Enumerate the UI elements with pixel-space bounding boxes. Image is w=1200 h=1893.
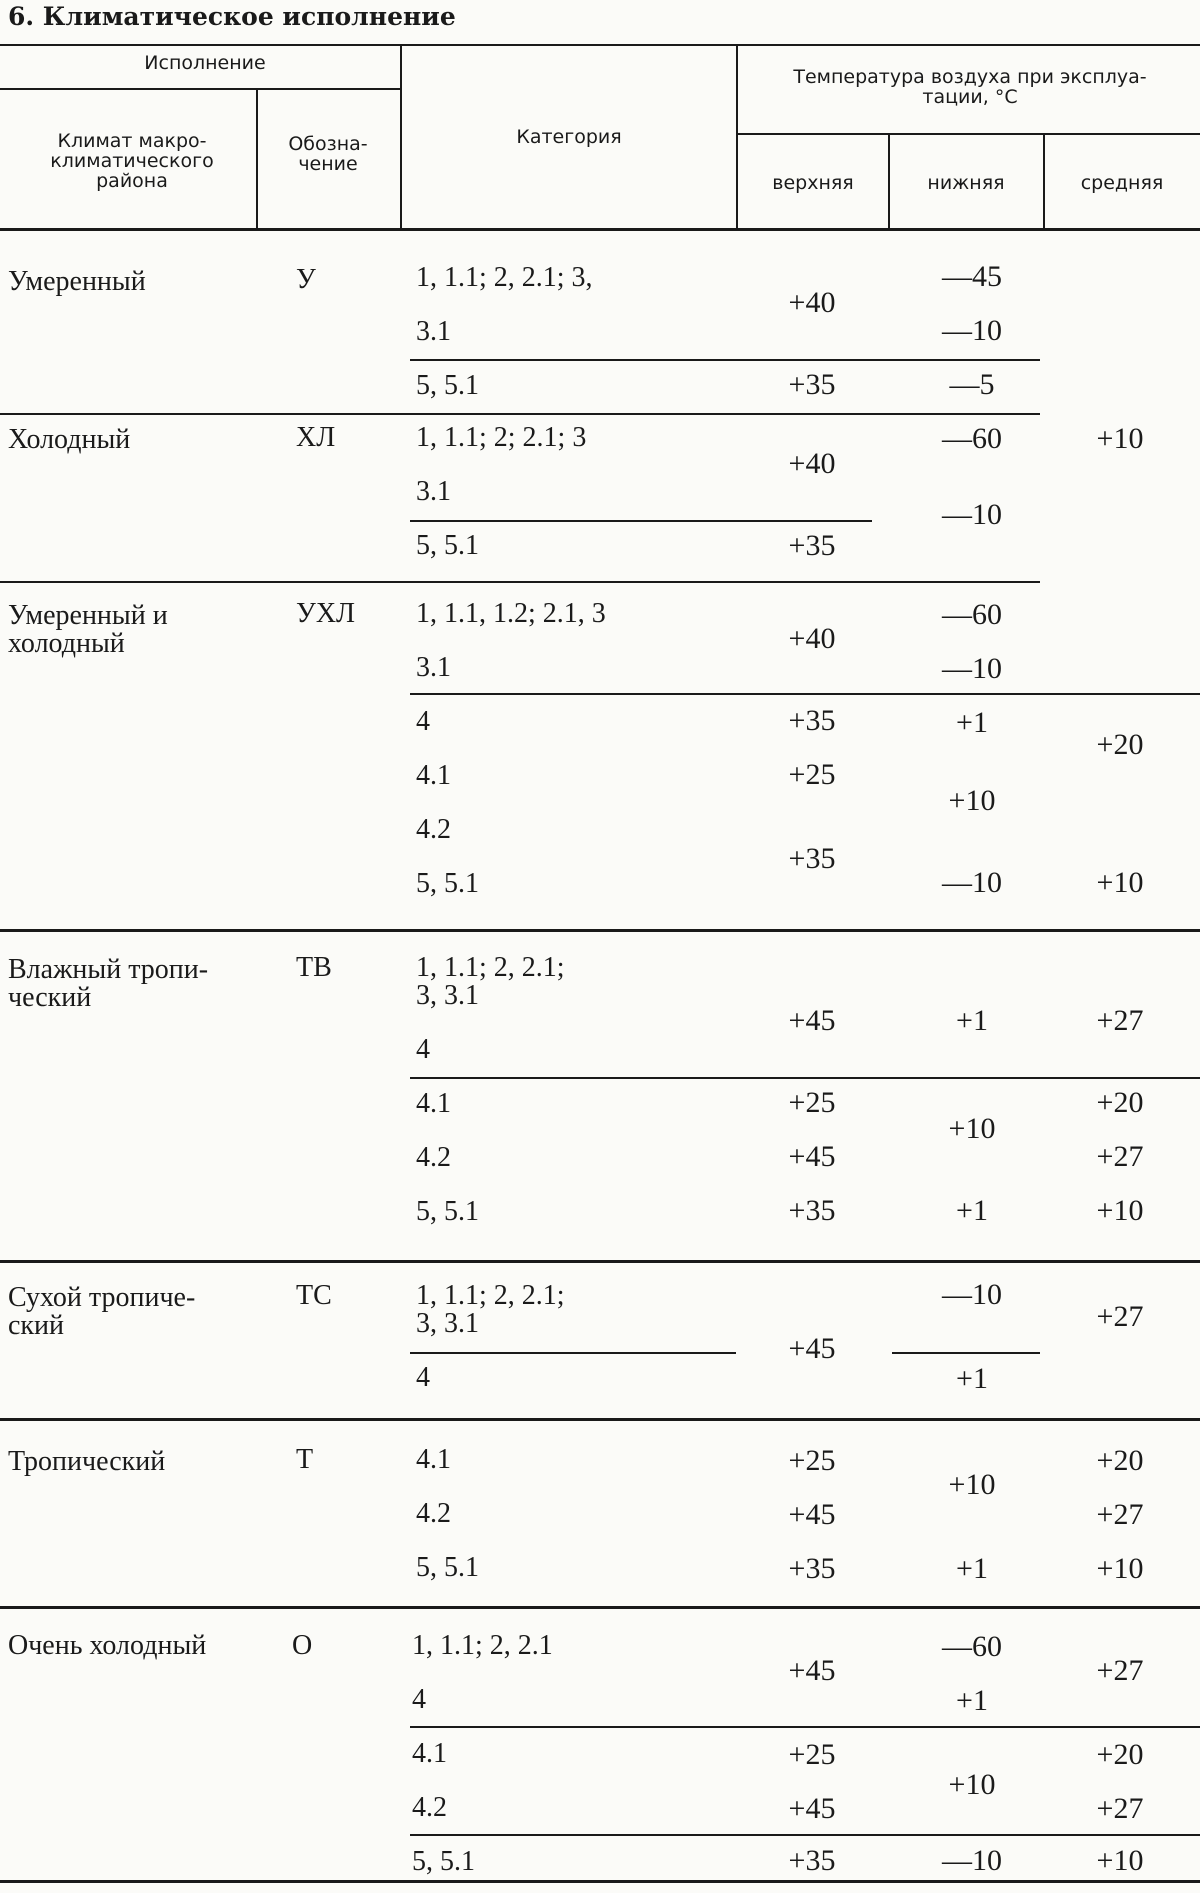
lower-temp: —5 xyxy=(949,368,995,401)
page-title: 6. Климатическое исполнение xyxy=(8,2,456,31)
upper-temp: +25 xyxy=(788,1086,836,1119)
lower-temp: —45 xyxy=(942,260,1002,293)
designation-code: У xyxy=(296,264,316,295)
lower-temp: —10 xyxy=(942,866,1002,899)
average-temp: +27 xyxy=(1096,1300,1144,1333)
category-cell: 5, 5.1 xyxy=(416,530,479,561)
lower-temp: —10 xyxy=(942,498,1002,531)
upper-temp: +35 xyxy=(788,842,836,875)
lower-temp: —10 xyxy=(942,1278,1002,1311)
header-execution-rule xyxy=(0,88,400,90)
category-cell: 1, 1.1; 2, 2.1 xyxy=(412,1630,553,1661)
lower-temp: +1 xyxy=(956,1552,988,1585)
average-temp: +10 xyxy=(1096,1194,1144,1227)
category-cell: 4.1 xyxy=(416,1444,451,1475)
rule xyxy=(410,520,872,522)
header-divider-climate xyxy=(256,90,258,228)
category-cell: 5, 5.1 xyxy=(416,370,479,401)
header-lower: нижняя xyxy=(927,172,1005,194)
climate-name: Умеренный и холодный xyxy=(8,600,168,659)
group-separator xyxy=(0,929,1200,932)
climate-name: Очень холодный xyxy=(8,1630,207,1661)
climate-name: Сухой тропиче- ский xyxy=(8,1282,196,1341)
category-cell: 5, 5.1 xyxy=(412,1846,475,1877)
designation-code: УХЛ xyxy=(296,598,356,629)
upper-temp: +45 xyxy=(788,1498,836,1531)
header-execution: Исполнение xyxy=(144,52,266,74)
header-temperature-rule xyxy=(738,133,1200,135)
category-cell: 4 xyxy=(416,706,430,737)
average-temp: +10 xyxy=(1096,1844,1144,1877)
group-separator xyxy=(0,581,1040,583)
rule xyxy=(892,1352,1040,1354)
average-temp: +27 xyxy=(1096,1792,1144,1825)
category-cell: 1, 1.1; 2; 2.1; 3 xyxy=(416,422,587,453)
header-divider-lower xyxy=(1043,135,1045,228)
lower-temp: +10 xyxy=(948,1468,996,1501)
table-bottom-rule xyxy=(0,1880,1200,1883)
climate-name: Тропический xyxy=(8,1446,166,1477)
category-cell: 4.2 xyxy=(416,814,451,845)
category-cell: 3.1 xyxy=(416,316,451,347)
average-temp: +27 xyxy=(1096,1654,1144,1687)
category-cell: 5, 5.1 xyxy=(416,1552,479,1583)
average-temp: +27 xyxy=(1096,1498,1144,1531)
category-cell: 1, 1.1; 2, 2.1; 3, 3.1 xyxy=(416,952,565,1011)
rule xyxy=(410,1726,1200,1728)
upper-temp: +35 xyxy=(788,368,836,401)
lower-temp: —10 xyxy=(942,652,1002,685)
category-cell: 4.1 xyxy=(412,1738,447,1769)
climate-name: Умеренный xyxy=(8,266,146,297)
upper-temp: +45 xyxy=(788,1004,836,1037)
lower-temp: —60 xyxy=(942,422,1002,455)
rule xyxy=(410,1834,1200,1836)
upper-temp: +45 xyxy=(788,1332,836,1365)
group-separator xyxy=(0,413,1040,415)
lower-temp: —60 xyxy=(942,598,1002,631)
lower-temp: +10 xyxy=(948,1768,996,1801)
average-temp: +10 xyxy=(1096,866,1144,899)
category-cell: 5, 5.1 xyxy=(416,1196,479,1227)
lower-temp: +1 xyxy=(956,1004,988,1037)
lower-temp: +1 xyxy=(956,1362,988,1395)
upper-temp: +40 xyxy=(788,447,836,480)
upper-temp: +35 xyxy=(788,1552,836,1585)
upper-temp: +25 xyxy=(788,758,836,791)
upper-temp: +35 xyxy=(788,1844,836,1877)
header-bottom-rule xyxy=(0,228,1200,231)
header-climate: Климат макро- климатического района xyxy=(50,130,214,192)
category-cell: 4 xyxy=(412,1684,426,1715)
category-cell: 1, 1.1; 2, 2.1; 3, 3.1 xyxy=(416,1280,565,1339)
upper-temp: +25 xyxy=(788,1738,836,1771)
category-cell: 3.1 xyxy=(416,652,451,683)
category-cell: 3.1 xyxy=(416,476,451,507)
average-temp: +10 xyxy=(1096,1552,1144,1585)
lower-temp: +1 xyxy=(956,706,988,739)
header-upper: верхняя xyxy=(772,172,854,194)
category-cell: 4.2 xyxy=(416,1498,451,1529)
category-cell: 4.2 xyxy=(412,1792,447,1823)
upper-temp: +35 xyxy=(788,1194,836,1227)
average-temp: +20 xyxy=(1096,1086,1144,1119)
average-temp: +27 xyxy=(1096,1004,1144,1037)
designation-code: О xyxy=(292,1630,313,1661)
group-separator xyxy=(0,1260,1200,1263)
category-cell: 1, 1.1, 1.2; 2.1, 3 xyxy=(416,598,606,629)
category-cell: 4 xyxy=(416,1034,430,1065)
rule xyxy=(410,1352,736,1354)
lower-temp: +1 xyxy=(956,1194,988,1227)
category-cell: 4 xyxy=(416,1362,430,1393)
rule xyxy=(410,1077,1200,1079)
header-divider-execution xyxy=(400,46,402,228)
header-top-rule xyxy=(0,44,1200,46)
upper-temp: +45 xyxy=(788,1792,836,1825)
designation-code: ХЛ xyxy=(296,422,336,453)
rule xyxy=(410,359,1040,361)
upper-temp: +45 xyxy=(788,1140,836,1173)
group-separator xyxy=(0,1606,1200,1609)
rule xyxy=(410,693,1200,695)
upper-temp: +35 xyxy=(788,704,836,737)
upper-temp: +40 xyxy=(788,622,836,655)
average-temp: +10 xyxy=(1096,422,1144,455)
header-divider-category xyxy=(736,46,738,228)
lower-temp: —10 xyxy=(942,1844,1002,1877)
climate-name: Холодный xyxy=(8,424,131,455)
header-temperature: Температура воздуха при эксплуа- тации, °С xyxy=(793,66,1147,108)
category-cell: 4.1 xyxy=(416,760,451,791)
designation-code: Т xyxy=(296,1444,314,1475)
header-divider-upper xyxy=(888,135,890,228)
upper-temp: +35 xyxy=(788,529,836,562)
lower-temp: —60 xyxy=(942,1630,1002,1663)
category-cell: 4.2 xyxy=(416,1142,451,1173)
designation-code: ТВ xyxy=(296,952,332,983)
lower-temp: —10 xyxy=(942,314,1002,347)
average-temp: +20 xyxy=(1096,1738,1144,1771)
climate-name: Влажный тропи- ческий xyxy=(8,954,209,1013)
designation-code: ТС xyxy=(296,1280,332,1311)
upper-temp: +45 xyxy=(788,1654,836,1687)
category-cell: 4.1 xyxy=(416,1088,451,1119)
header-average: средняя xyxy=(1080,172,1164,194)
upper-temp: +40 xyxy=(788,286,836,319)
group-separator xyxy=(0,1418,1200,1421)
average-temp: +20 xyxy=(1096,1444,1144,1477)
lower-temp: +1 xyxy=(956,1684,988,1717)
average-temp: +20 xyxy=(1096,728,1144,761)
lower-temp: +10 xyxy=(948,784,996,817)
upper-temp: +25 xyxy=(788,1444,836,1477)
average-temp: +27 xyxy=(1096,1140,1144,1173)
category-cell: 1, 1.1; 2, 2.1; 3, xyxy=(416,262,593,293)
header-category: Категория xyxy=(516,126,622,148)
lower-temp: +10 xyxy=(948,1112,996,1145)
header-designation: Обозна- чение xyxy=(288,133,368,175)
category-cell: 5, 5.1 xyxy=(416,868,479,899)
